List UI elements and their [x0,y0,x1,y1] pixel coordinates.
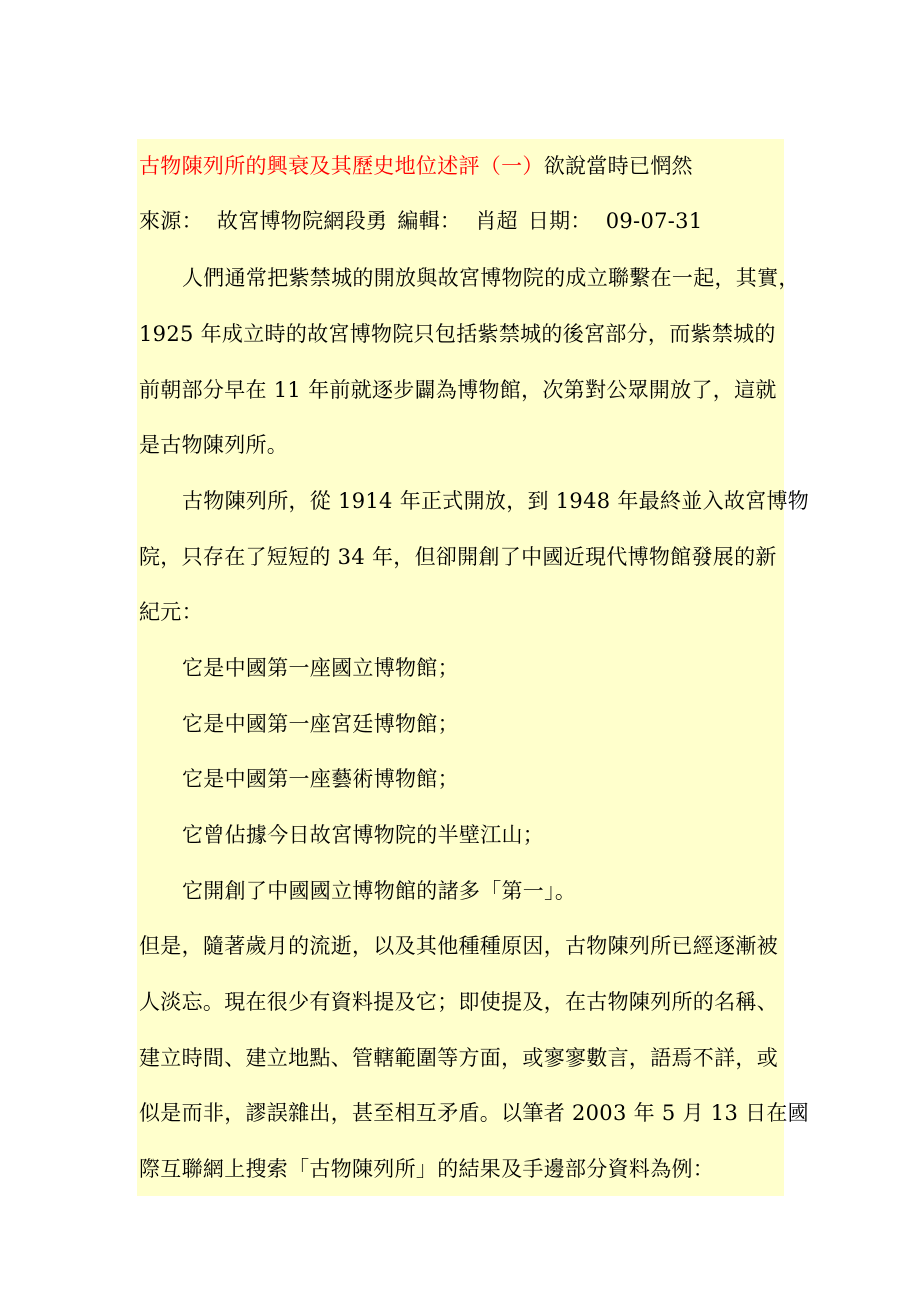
body-line: 是古物陳列所。 [139,433,289,457]
body-line: 1925 年成立時的故宮博物院只包括紫禁城的後宮部分，而紫禁城的 [139,322,776,346]
article-title [139,152,693,180]
source-value: 故宮博物院網段勇 [216,209,388,233]
body-line: 古物陳列所，從 1914 年正式開放，到 1948 年最終並入故宮博物 [182,489,810,513]
body-line: 建立時間、建立地點、管轄範圍等方面，或寥寥數言，語焉不詳，或 [139,1046,778,1070]
list-item: 它是中國第一座宮廷博物館； [182,712,459,736]
list-item: 它是中國第一座藝術博物館； [182,767,459,791]
body-line: 但是，隨著歲月的流逝，以及其他種種原因，古物陳列所已經逐漸被 [139,934,778,958]
editor-value: 肖超 [475,209,518,233]
list-item: 它曾佔據今日故宮博物院的半壁江山； [182,823,545,847]
editor-label: 編輯： [397,209,462,233]
body-line: 紀元： [139,600,203,624]
body-line: 院，只存在了短短的 34 年，但卻開創了中國近現代博物館發展的新 [139,545,777,569]
body-line: 前朝部分早在 11 年前就逐步闢為博物館，次第對公眾開放了，這就 [139,378,777,402]
body-line: 際互聯網上搜索「古物陳列所」的結果及手邊部分資料為例： [139,1157,715,1181]
date-value: 09-07-31 [605,209,703,233]
article-meta [139,207,713,235]
body-line: 似是而非，謬誤雜出，甚至相互矛盾。以筆者 2003 年 5 月 13 日在國 [139,1101,809,1125]
article-title-red: 古物陳列所的興衰及其歷史地位述評（一） [139,154,544,178]
source-label: 來源： [139,209,203,233]
date-label: 日期： [527,209,592,233]
list-item: 它開創了中國國立博物館的諸多「第一」。 [182,879,577,903]
article-title-rest: 欲說當時已惘然 [543,154,693,178]
list-item: 它是中國第一座國立博物館； [182,656,459,680]
body-line: 人淡忘。現在很少有資料提及它；即使提及，在古物陳列所的名稱、 [139,990,778,1014]
body-line: 人們通常把紫禁城的開放與故宮博物院的成立聯繫在一起，其實， [182,266,800,290]
